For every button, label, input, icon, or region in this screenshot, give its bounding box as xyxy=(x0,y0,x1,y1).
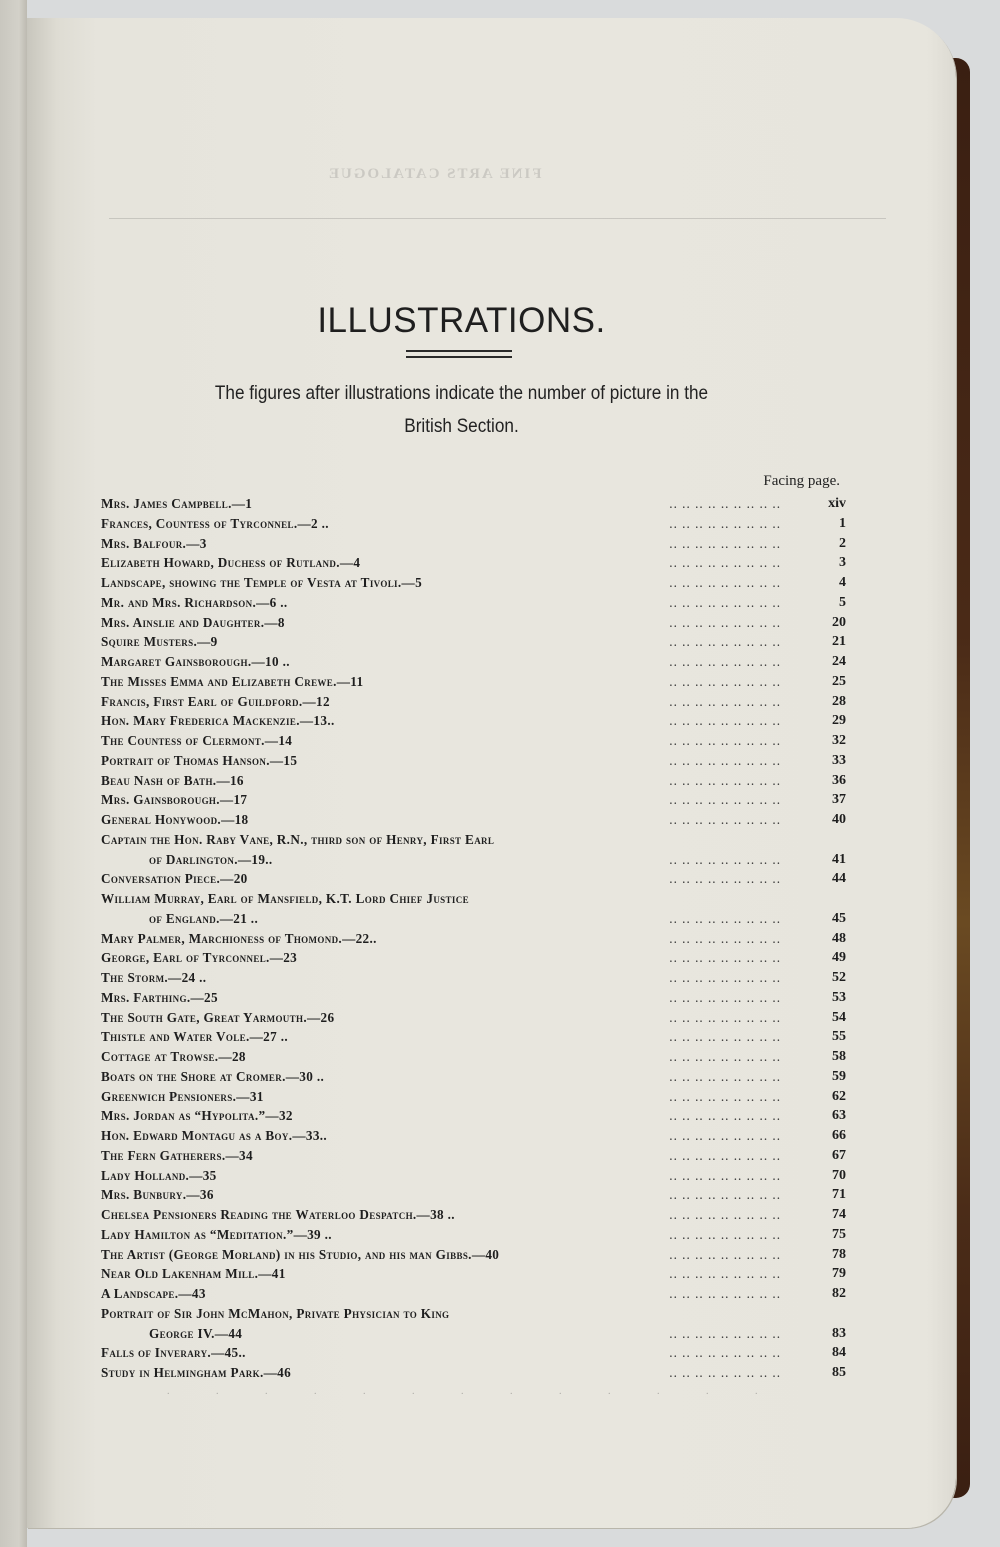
illustration-title: A Landscape.—43 xyxy=(101,1286,206,1301)
illustration-title: Squire Musters.—9 xyxy=(101,634,218,650)
facing-page-number: 36 xyxy=(832,772,846,788)
illustration-title: General Honywood.—18 xyxy=(101,812,249,827)
dot-leader: .. .. .. .. .. .. .. .. .. xyxy=(669,1207,781,1222)
illustration-title: Cottage at Trowse.—28 xyxy=(101,1049,246,1064)
facing-page-number: 54 xyxy=(832,1009,846,1025)
dot-leader: .. .. .. .. .. .. .. .. .. xyxy=(669,1325,781,1341)
facing-page-number: 55 xyxy=(832,1029,846,1045)
illustration-title: Mrs. Ainslie and Daughter.—8 xyxy=(101,614,285,630)
facing-page-number: 71 xyxy=(832,1187,846,1203)
list-item xyxy=(101,595,846,615)
facing-page-number: 83 xyxy=(832,1325,846,1341)
facing-page-number: 84 xyxy=(832,1345,846,1361)
dot-leader: .. .. .. .. .. .. .. .. .. xyxy=(669,1226,781,1242)
dot-leader: .. .. .. .. .. .. .. .. .. xyxy=(669,970,781,985)
facing-page-number: 49 xyxy=(832,950,846,966)
dot-leader: .. .. .. .. .. .. .. .. .. xyxy=(669,1365,781,1380)
facing-page-number: 74 xyxy=(832,1207,846,1222)
title-rule-top xyxy=(406,350,512,352)
list-item xyxy=(101,1148,846,1168)
book-page xyxy=(27,18,956,1528)
list-item xyxy=(101,674,846,694)
illustration-title: Greenwich Pensioners.—31 xyxy=(101,1088,264,1104)
dot-leader: .. .. .. .. .. .. .. .. .. xyxy=(669,1147,781,1163)
list-item xyxy=(101,931,846,951)
dot-leader: .. .. .. .. .. .. .. .. .. xyxy=(669,693,781,709)
title-rule-bottom xyxy=(406,356,512,358)
facing-page-number: 58 xyxy=(832,1049,846,1064)
dot-leader: .. .. .. .. .. .. .. .. .. xyxy=(669,851,781,867)
list-item xyxy=(101,575,846,595)
illustration-title: Study in Helmingham Park.—46 xyxy=(101,1365,292,1380)
dot-leader: .. .. .. .. .. .. .. .. .. xyxy=(669,1068,781,1084)
illustration-title: George, Earl of Tyrconnel.—23 xyxy=(101,950,298,966)
dot-leader: .. .. .. .. .. .. .. .. .. xyxy=(669,575,781,590)
facing-page-number: 25 xyxy=(832,673,846,689)
facing-page-number: xiv xyxy=(828,496,846,511)
facing-page-number: 66 xyxy=(832,1128,846,1143)
dot-leader: .. .. .. .. .. .. .. .. .. xyxy=(669,812,781,827)
list-item xyxy=(101,1247,846,1267)
dot-leader: .. .. .. .. .. .. .. .. .. xyxy=(669,1345,781,1361)
illustration-title-continued: of England.—21 .. xyxy=(149,910,259,926)
illustrations-list xyxy=(101,496,846,1385)
dot-leader: .. .. .. .. .. .. .. .. .. xyxy=(669,1246,781,1262)
list-item xyxy=(101,1187,846,1207)
facing-page-number: 40 xyxy=(832,812,846,827)
dot-leader: .. .. .. .. .. .. .. .. .. xyxy=(669,1088,781,1104)
illustration-title: Boats on the Shore at Cromer.—30 .. xyxy=(101,1068,325,1084)
dot-leader: .. .. .. .. .. .. .. .. .. xyxy=(669,496,781,511)
dot-leader: .. .. .. .. .. .. .. .. .. xyxy=(669,713,781,729)
illustration-title: Falls of Inverary.—45.. xyxy=(101,1345,246,1361)
dot-leader: .. .. .. .. .. .. .. .. .. xyxy=(669,515,781,531)
list-item xyxy=(101,832,846,872)
list-item xyxy=(101,496,846,516)
facing-page-number: 62 xyxy=(832,1088,846,1104)
illustration-title: William Murray, Earl of Mansfield, K.T. Lord Chief Justice xyxy=(101,891,469,906)
facing-page-number: 2 xyxy=(839,535,846,551)
facing-page-number: 37 xyxy=(832,792,846,808)
facing-page-number: 20 xyxy=(832,614,846,630)
list-item xyxy=(101,536,846,556)
illustration-title: Francis, First Earl of Guildford.—12 xyxy=(101,693,330,709)
facing-page-number: 21 xyxy=(832,634,846,650)
facing-page-number: 44 xyxy=(832,871,846,887)
illustration-title: The South Gate, Great Yarmouth.—26 xyxy=(101,1009,335,1025)
illustration-title: The Countess of Clermont.—14 xyxy=(101,733,293,748)
dot-leader: .. .. .. .. .. .. .. .. .. xyxy=(669,1029,781,1045)
list-item xyxy=(101,1049,846,1069)
list-item xyxy=(101,773,846,793)
list-item xyxy=(101,1128,846,1148)
list-item xyxy=(101,1266,846,1286)
dot-leader: .. .. .. .. .. .. .. .. .. xyxy=(669,950,781,966)
illustration-title: Mrs. Jordan as “Hypolita.”—32 xyxy=(101,1108,293,1124)
illustration-title: Frances, Countess of Tyrconnel.—2 .. xyxy=(101,515,329,531)
facing-page-number: 48 xyxy=(832,930,846,946)
facing-page-number: 33 xyxy=(832,752,846,768)
illustration-title: Portrait of Sir John McMahon, Private Physician to King xyxy=(101,1305,450,1321)
illustration-title: Conversation Piece.—20 xyxy=(101,871,248,887)
list-item xyxy=(101,970,846,990)
bleed-through-dots: . . . . . . . . . . . . . xyxy=(167,1386,780,1397)
list-item xyxy=(101,1345,846,1365)
illustration-title: Chelsea Pensioners Reading the Waterloo Despatch.—38 .. xyxy=(101,1207,455,1222)
dot-leader: .. .. .. .. .. .. .. .. .. xyxy=(669,1167,781,1183)
list-item xyxy=(101,634,846,654)
bleed-through-rule xyxy=(109,218,886,219)
illustration-title-continued: George IV.—44 xyxy=(149,1325,243,1341)
dot-leader: .. .. .. .. .. .. .. .. .. xyxy=(669,1187,781,1203)
facing-page-number: 24 xyxy=(832,654,846,669)
facing-page-number: 82 xyxy=(832,1286,846,1301)
column-header-facing-page: Facing page. xyxy=(763,473,840,489)
dot-leader: .. .. .. .. .. .. .. .. .. xyxy=(669,594,781,610)
dot-leader: .. .. .. .. .. .. .. .. .. xyxy=(669,871,781,887)
illustration-title: The Storm.—24 .. xyxy=(101,970,207,985)
dot-leader: .. .. .. .. .. .. .. .. .. xyxy=(669,555,781,571)
facing-page-number: 45 xyxy=(832,910,846,926)
illustration-title: Mr. and Mrs. Richardson.—6 .. xyxy=(101,594,288,610)
facing-page-number: 67 xyxy=(832,1147,846,1163)
list-item xyxy=(101,516,846,536)
illustration-title: Elizabeth Howard, Duchess of Rutland.—4 xyxy=(101,555,361,571)
illustration-title-continued: of Darlington.—19.. xyxy=(149,851,273,867)
facing-page-number: 52 xyxy=(832,970,846,985)
dot-leader: .. .. .. .. .. .. .. .. .. xyxy=(669,792,781,808)
bleed-through-header: FINE ARTS CATALOGUE xyxy=(327,166,542,182)
facing-page-number: 85 xyxy=(832,1365,846,1380)
list-item xyxy=(101,713,846,733)
dot-leader: .. .. .. .. .. .. .. .. .. xyxy=(669,772,781,788)
dot-leader: .. .. .. .. .. .. .. .. .. xyxy=(669,1049,781,1064)
list-item xyxy=(101,812,846,832)
facing-page-number: 79 xyxy=(832,1266,846,1282)
facing-page-number: 59 xyxy=(832,1068,846,1084)
list-item xyxy=(101,1306,846,1346)
illustration-title: Near Old Lakenham Mill.—41 xyxy=(101,1266,286,1282)
dot-leader: .. .. .. .. .. .. .. .. .. xyxy=(669,1266,781,1282)
illustration-title: The Fern Gatherers.—34 xyxy=(101,1147,253,1163)
list-item xyxy=(101,950,846,970)
illustration-title: Mrs. Bunbury.—36 xyxy=(101,1187,214,1203)
illustration-title: Mrs. Farthing.—25 xyxy=(101,989,218,1005)
list-item xyxy=(101,1108,846,1128)
list-item xyxy=(101,1227,846,1247)
dot-leader: .. .. .. .. .. .. .. .. .. xyxy=(669,930,781,946)
list-item xyxy=(101,792,846,812)
list-item xyxy=(101,1010,846,1030)
illustration-title: Margaret Gainsborough.—10 .. xyxy=(101,654,290,669)
facing-page-number: 53 xyxy=(832,989,846,1005)
illustration-title: Hon. Mary Frederica Mackenzie.—13.. xyxy=(101,713,335,729)
list-item xyxy=(101,871,846,891)
illustration-title: The Misses Emma and Elizabeth Crewe.—11 xyxy=(101,673,364,689)
list-item xyxy=(101,990,846,1010)
illustration-title: Thistle and Water Vole.—27 .. xyxy=(101,1029,288,1045)
facing-page-number: 1 xyxy=(839,515,846,531)
facing-page-number: 28 xyxy=(832,693,846,709)
facing-page-number: 5 xyxy=(839,594,846,610)
illustration-title: Mrs. Balfour.—3 xyxy=(101,535,207,551)
facing-page-number: 4 xyxy=(839,575,846,590)
dot-leader: .. .. .. .. .. .. .. .. .. xyxy=(669,535,781,551)
list-item xyxy=(101,1286,846,1306)
dot-leader: .. .. .. .. .. .. .. .. .. xyxy=(669,989,781,1005)
dot-leader: .. .. .. .. .. .. .. .. .. xyxy=(669,654,781,669)
list-item xyxy=(101,654,846,674)
illustration-title: Mrs. Gainsborough.—17 xyxy=(101,792,248,808)
illustration-title: Mrs. James Campbell.—1 xyxy=(101,496,253,511)
dot-leader: .. .. .. .. .. .. .. .. .. xyxy=(669,1286,781,1301)
list-item xyxy=(101,753,846,773)
list-item xyxy=(101,733,846,753)
list-item xyxy=(101,555,846,575)
illustration-title: The Artist (George Morland) in his Studio, and his man Gibbs.—40 xyxy=(101,1246,500,1262)
dot-leader: .. .. .. .. .. .. .. .. .. xyxy=(669,1009,781,1025)
list-item xyxy=(101,1069,846,1089)
illustration-title: Hon. Edward Montagu as a Boy.—33.. xyxy=(101,1128,328,1143)
facing-page-number: 32 xyxy=(832,733,846,748)
facing-page-number: 29 xyxy=(832,713,846,729)
list-item xyxy=(101,615,846,635)
list-item xyxy=(101,694,846,714)
list-item xyxy=(101,1168,846,1188)
dot-leader: .. .. .. .. .. .. .. .. .. xyxy=(669,614,781,630)
list-item xyxy=(101,1089,846,1109)
facing-page-number: 75 xyxy=(832,1226,846,1242)
dot-leader: .. .. .. .. .. .. .. .. .. xyxy=(669,1128,781,1143)
facing-page-number: 63 xyxy=(832,1108,846,1124)
facing-page-number: 78 xyxy=(832,1246,846,1262)
illustration-title: Landscape, showing the Temple of Vesta at Tivoli.—5 xyxy=(101,575,423,590)
dot-leader: .. .. .. .. .. .. .. .. .. xyxy=(669,733,781,748)
intro-line-2: British Section. xyxy=(404,415,519,437)
dot-leader: .. .. .. .. .. .. .. .. .. xyxy=(669,673,781,689)
facing-page-number: 3 xyxy=(839,555,846,571)
dot-leader: .. .. .. .. .. .. .. .. .. xyxy=(669,634,781,650)
illustration-title: Portrait of Thomas Hanson.—15 xyxy=(101,752,298,768)
dot-leader: .. .. .. .. .. .. .. .. .. xyxy=(669,752,781,768)
previous-page-edge xyxy=(0,0,27,1547)
dot-leader: .. .. .. .. .. .. .. .. .. xyxy=(669,1108,781,1124)
illustration-title: Beau Nash of Bath.—16 xyxy=(101,772,244,788)
facing-page-number: 70 xyxy=(832,1167,846,1183)
illustration-title: Lady Holland.—35 xyxy=(101,1167,217,1183)
list-item xyxy=(101,1207,846,1227)
facing-page-number: 41 xyxy=(832,851,846,867)
intro-line-1: The figures after illustrations indicate the number of picture in the xyxy=(214,382,709,404)
list-item xyxy=(101,1365,846,1385)
page-title: ILLUSTRATIONS. xyxy=(317,301,606,340)
illustration-title: Mary Palmer, Marchioness of Thomond.—22.. xyxy=(101,930,377,946)
illustration-title: Lady Hamilton as “Meditation.”—39 .. xyxy=(101,1226,332,1242)
list-item xyxy=(101,1029,846,1049)
illustration-title: Captain the Hon. Raby Vane, R.N., third son of Henry, First Earl xyxy=(101,831,495,847)
dot-leader: .. .. .. .. .. .. .. .. .. xyxy=(669,910,781,926)
list-item xyxy=(101,891,846,931)
